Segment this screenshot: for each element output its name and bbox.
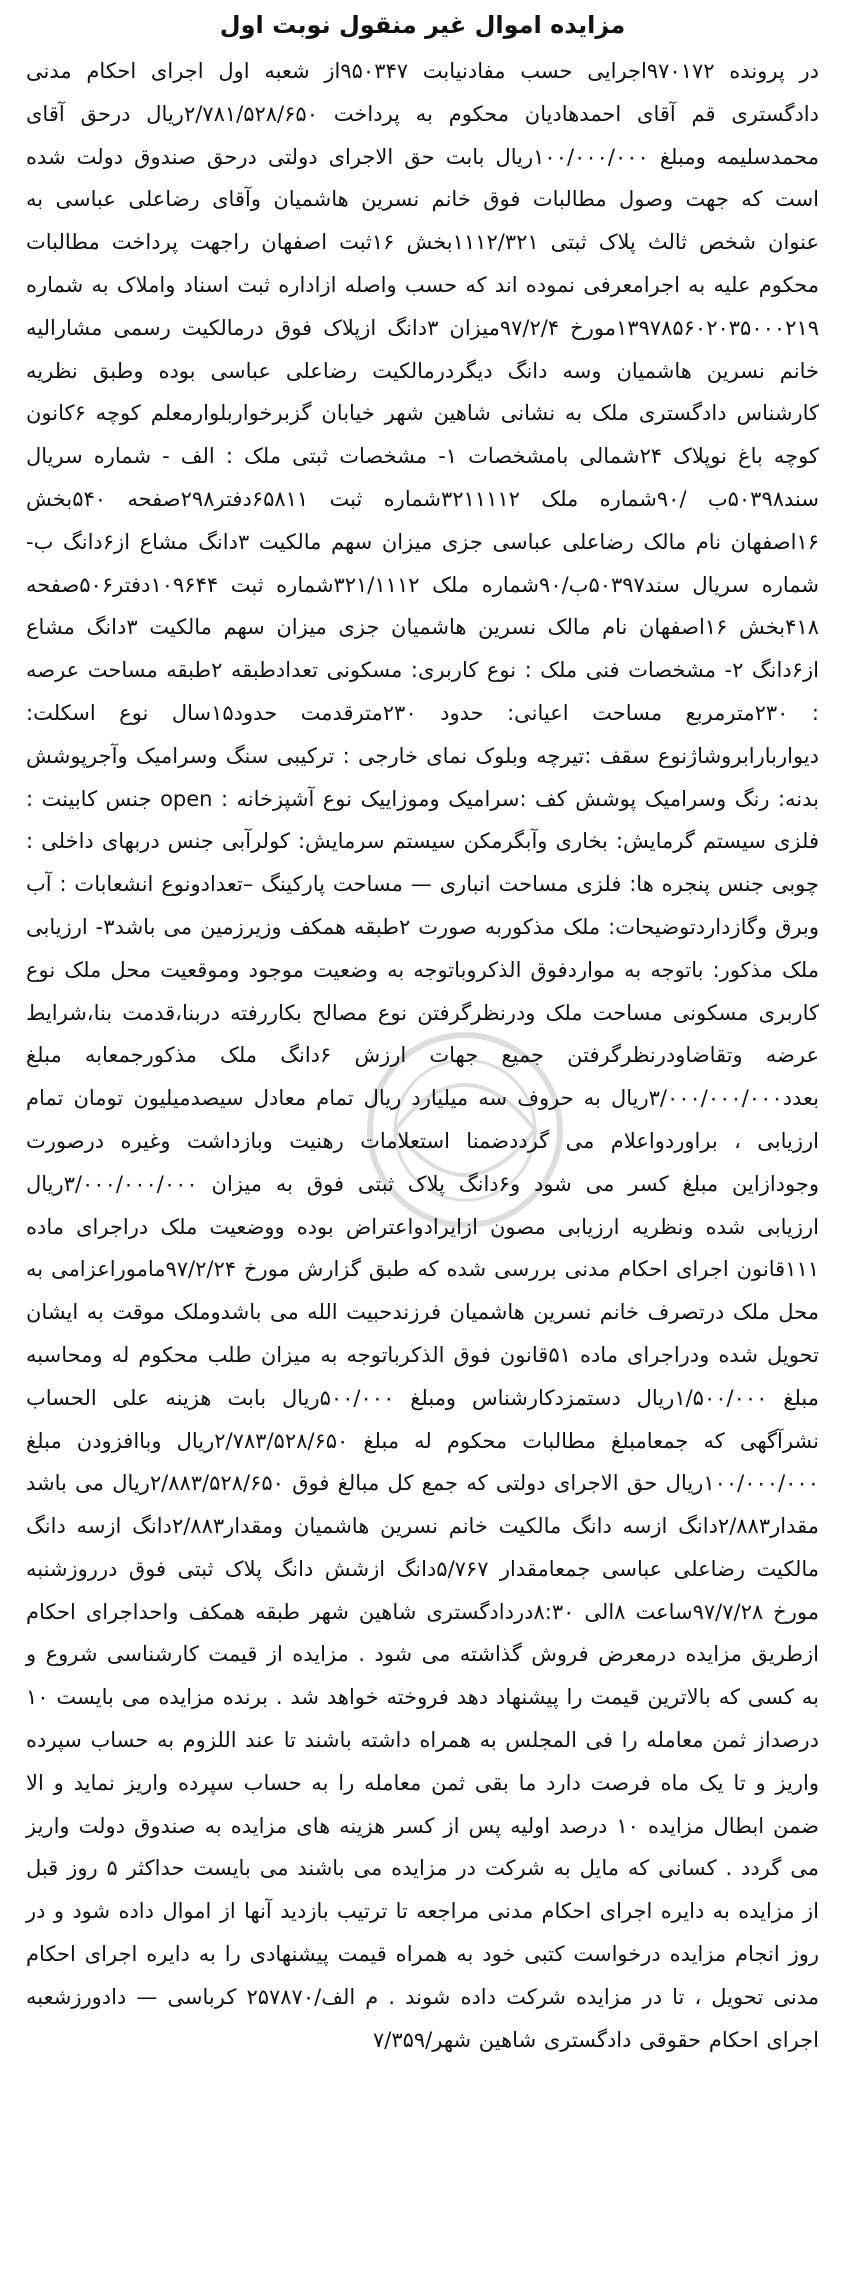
notice-title: مزایده اموال غیر منقول نوبت اول	[219, 11, 626, 39]
notice-body: در پرونده ۹۷۰۱۷۲اجرایی حسب مفادنیابت ۹۵۰۳۴۷از شعبه اول اجرای احکام مدنی دادگستری قم آقای احمدهادیان محکوم به پرداخت ۲/۷۸۱/۵۲۸/۶۵۰ریال درحق آقای محمدسلیمه ومبلغ ۱۰۰/۰۰۰/۰۰۰ریال بابت حق الاجرای دولتی درحق صندوق دولت شده است که جهت وصول مطالبات فوق خانم نسرین هاشمیان وآقای رضاعلی عباسی به عنوان شخص ثالث پلاک ثبتی ۱۱۱۲/۳۲۱بخش ۱۶ثبت اصفهان راجهت پرداخت مطالبات محکوم علیه به اجرامعرفی نموده اند که حسب واصله ازاداره ثبت اسناد واملاک به شماره ۱۳۹۷۸۵۶۰۲۰۳۵۰۰۰۲۱۹مورخ ۹۷/۲/۴میزان ۳دانگ ازپلاک فوق درمالکیت رسمی مشارالیه خانم نسرین هاشمیان وسه دانگ دیگردرمالکیت رضاعلی عباسی بوده وطبق نظریه کارشناس دادگستری ملک به نشانی شاهین شهر خیابان گزبرخواربلوارمعلم کوچه ۶کانون کوچه باغ نوپلاک ۲۴شمالی بامشخصات ۱- مشخصات ثبتی ملک : الف - شماره سریال سند۵۰۳۹۸ب /۹۰شماره ملک ۳۲۱۱۱۱۲شماره ثبت ۶۵۸۱۱دفتر۲۹۸صفحه ۵۴۰بخش ۱۶اصفهان نام مالک رضاعلی عباسی جزی میزان سهم مالکیت ۳دانگ مشاع از۶دانگ ب- شماره سریال سند۵۰۳۹۷ب/۹۰شماره ملک ۳۲۱/۱۱۱۲شماره ثبت ۱۰۹۶۴۴دفتر۵۰۶صفحه ۴۱۸بخش ۱۶اصفهان نام مالک نسرین هاشمیان جزی میزان سهم مالکیت ۳دانگ مشاع از۶دانگ ۲- مشخصات فنی ملک : نوع کاربری: مسکونی تعدادطبقه ۲طبقه مساحت عرصه : ۲۳۰مترمربع مساحت اعیانی: حدود ۲۳۰مترقدمت حدود۱۵سال نوع اسکلت: دیواربارابروشاژنوع سقف :تیرچه وبلوک نمای خارجی : ترکیبی سنگ وسرامیک وآجرپوشش بدنه: رنگ وسرامیک پوشش کف :سرامیک وموزاییک نوع آشپزخانه : open جنس کابینت : فلزی سیستم گرمایش: بخاری وآبگرمکن سیستم سرمایش: کولرآبی جنس دربهای داخلی : چوبی جنس پنجره ها: فلزی مساحت انباری — مساحت پارکینگ –تعدادونوع انشعابات : آب وبرق وگازداردتوضیحات: ملک مذکوربه صورت ۲طبقه همکف وزیرزمین می باشد۳- ارزیابی ملک مذکور: باتوجه به مواردفوق الذکروباتوجه به وضعیت موجود وموقعیت محل ملک نوع کاربری مسکونی مساحت ملک ودرنظرگرفتن نوع مصالح بکاررفته دربنا،قدمت بنا،شرایط عرضه وتقاضاودرنظرگرفتن جمیع جهات ارزش ۶دانگ ملک مذکورجمعابه مبلغ بعدد۳/۰۰۰/۰۰۰/۰۰۰ریال به حروف سه میلیارد ریال تمام معادل سیصدمیلیون تومان تمام ارزیابی ، براوردواعلام می گرددضمنا استعلامات رهنیت وبازداشت وغیره درصورت وجودازاین مبلغ کسر می شود و۶دانگ پلاک ثبتی فوق به میزان ۳/۰۰۰/۰۰۰/۰۰۰ریال ارزیابی شده ونظریه ارزیابی مصون ازایرادواعتراض بوده ووضعیت ملک دراجرای ماده ۱۱۱قانون اجرای احکام مدنی بررسی شده که طبق گزارش مورخ ۹۷/۲/۲۴ماموراعزامی به محل ملک درتصرف خانم نسرین هاشمیان فرزندحبیت الله می باشدوملک موقت به ایشان تحویل شده ودراجرای ماده ۵۱قانون فوق الذکرباتوجه به میزان طلب محکوم له ومحاسبه مبلغ ۱/۵۰۰/۰۰۰ریال دستمزدکارشناس ومبلغ ۵۰۰/۰۰۰ریال بابت هزینه علی الحساب نشرآگهی که جمعامبلغ مطالبات محکوم له مبلغ ۲/۷۸۳/۵۲۸/۶۵۰ریال وباافزودن مبلغ ۱۰۰/۰۰۰/۰۰۰ریال حق الاجرای دولتی که جمع کل مبالغ فوق ۲/۸۸۳/۵۲۸/۶۵۰ریال می باشد مقدار۲/۸۸۳دانگ ازسه دانگ مالکیت خانم نسرین هاشمیان ومقدار۲/۸۸۳دانگ ازسه دانگ مالکیت رضاعلی عباسی جمعامقدار ۵/۷۶۷دانگ ازشش دانگ پلاک ثبتی فوق درروزشنبه مورخ ۹۷/۷/۲۸ساعت ۸الی ۸:۳۰دردادگستری شاهین شهر طبقه همکف واحداجرای احکام ازطریق مزایده درمعرض فروش گذاشته می شود . مزایده از قیمت کارشناسی شروع و به کسی که بالاترین قیمت را پیشنهاد دهد فروخته خواهد شد . برنده مزایده می بایست ۱۰ درصداز ثمن معامله را فی المجلس به همراه داشته باشند تا عند اللزوم به حساب سپرده واریز و تا یک ماه فرصت دارد ما بقی ثمن معامله را به حساب سپرده واریز نماید و الا ضمن ابطال مزایده ۱۰ درصد اولیه پس از کسر هزینه های مزایده به صندوق دولت واریز می گردد . کسانی که مایل به شرکت در مزایده می باشند می بایست حداکثر ۵ روز قبل از مزایده به دایره اجرای احکام مدنی مراجعه تا ترتیب بازدید آنها از اموال داده شود و در روز انجام مزایده درخواست کتبی خود به همراه قیمت پیشنهادی را به دایره اجرای احکام مدنی تحویل ، تا در مزایده شرکت داده شوند . م الف/۲۵۷۸۷۰ کرباسی — دادورزشعبه اجرای احکام حقوقی دادگستری شاهین شهر/۷/۳۵۹	[26, 59, 820, 2052]
